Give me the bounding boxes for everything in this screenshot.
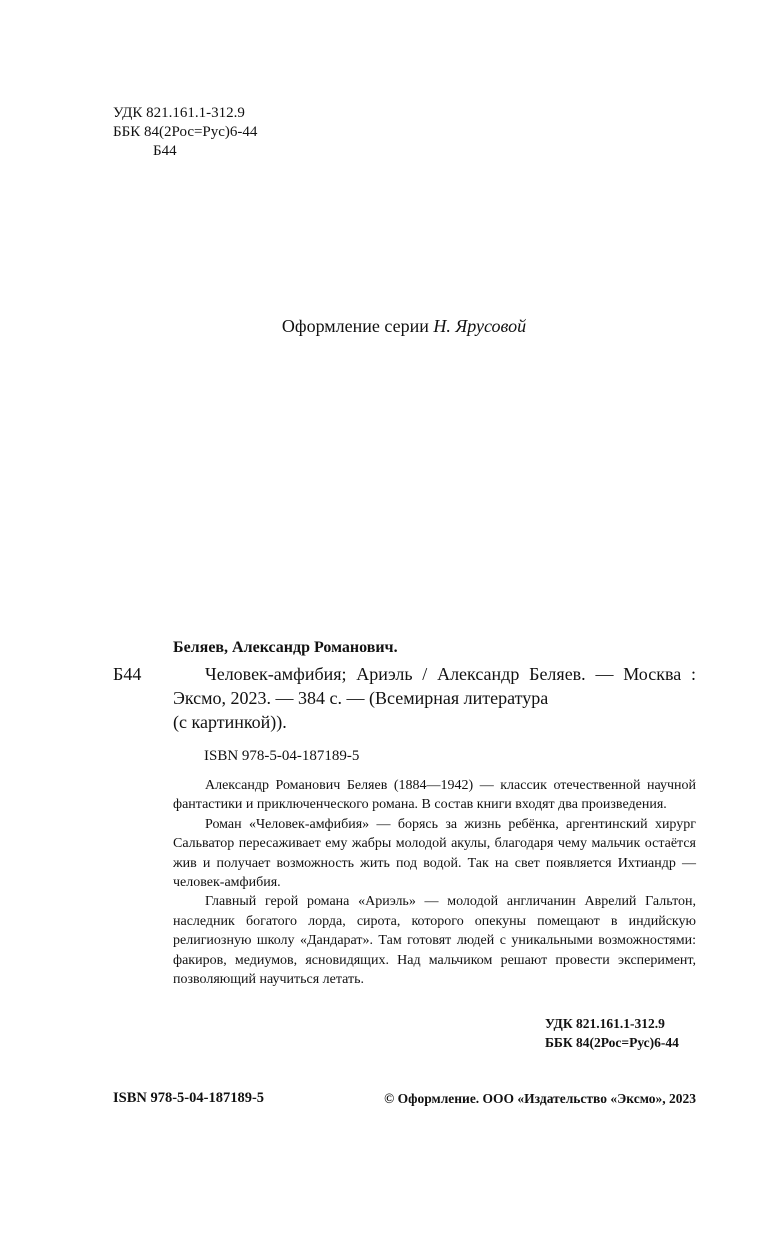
catalog-author-heading: Беляев, Александр Романович. — [173, 639, 398, 656]
author-sign: Б44 — [153, 143, 177, 159]
catalog-author-sign: Б44 — [113, 664, 142, 684]
annotation-paragraph: Роман «Человек-амфибия» — борясь за жизнь ребёнка, аргентинский хирург Сальватор пересаживает ему жабры молодой акулы, благодаря чему мальчик остаётся жив и получает возможность жить под водой. Так на свет появляется Ихтиандр — человек-амфибия. — [173, 816, 696, 891]
udk-code-bottom: УДК 821.161.1-312.9 — [545, 1016, 665, 1031]
catalog-description-end: (с картинкой)). — [173, 712, 287, 732]
series-design-prefix: Оформление серии — [281, 316, 429, 336]
annotation-paragraph: Главный герой романа «Ариэль» — молодой англичанин Аврелий Гальтон, наследник богатого лорда, сирота, которого опекуны помещают в индийскую религиозную школу «Дандарат». Там готовят людей с уникальными возможностями: факиров, медиумов, ясновидящих. Над мальчиком решают провести эксперимент, позволяющий научиться летать. — [173, 894, 696, 988]
bbk-code-bottom: ББК 84(2Рос=Рус)6-44 — [545, 1035, 679, 1050]
bbk-code: ББК 84(2Рос=Рус)6-44 — [113, 124, 258, 140]
annotation-paragraph: Александр Романович Беляев (1884—1942) — классик отечественной научной фантастики и приключенческого романа. В состав книги входят два произведения. — [173, 778, 696, 813]
catalog-description: Человек-амфибия; Ариэль / Александр Беляев. — Москва : Эксмо, 2023. — 384 с. — (Всемирная литература — [173, 664, 696, 708]
classification-block-bottom — [545, 1014, 679, 1052]
annotation — [173, 776, 696, 989]
catalog-isbn: ISBN 978-5-04-187189-5 — [204, 748, 360, 764]
footer-isbn: ISBN 978-5-04-187189-5 — [113, 1090, 265, 1106]
series-design-credit — [0, 315, 768, 337]
udk-code: УДК 821.161.1-312.9 — [113, 105, 245, 121]
classification-block-top — [113, 104, 257, 161]
series-designer-name: Н. Ярусовой — [433, 316, 527, 336]
footer-copyright: © Оформление. ООО «Издательство «Эксмо», 2023 — [384, 1091, 696, 1106]
